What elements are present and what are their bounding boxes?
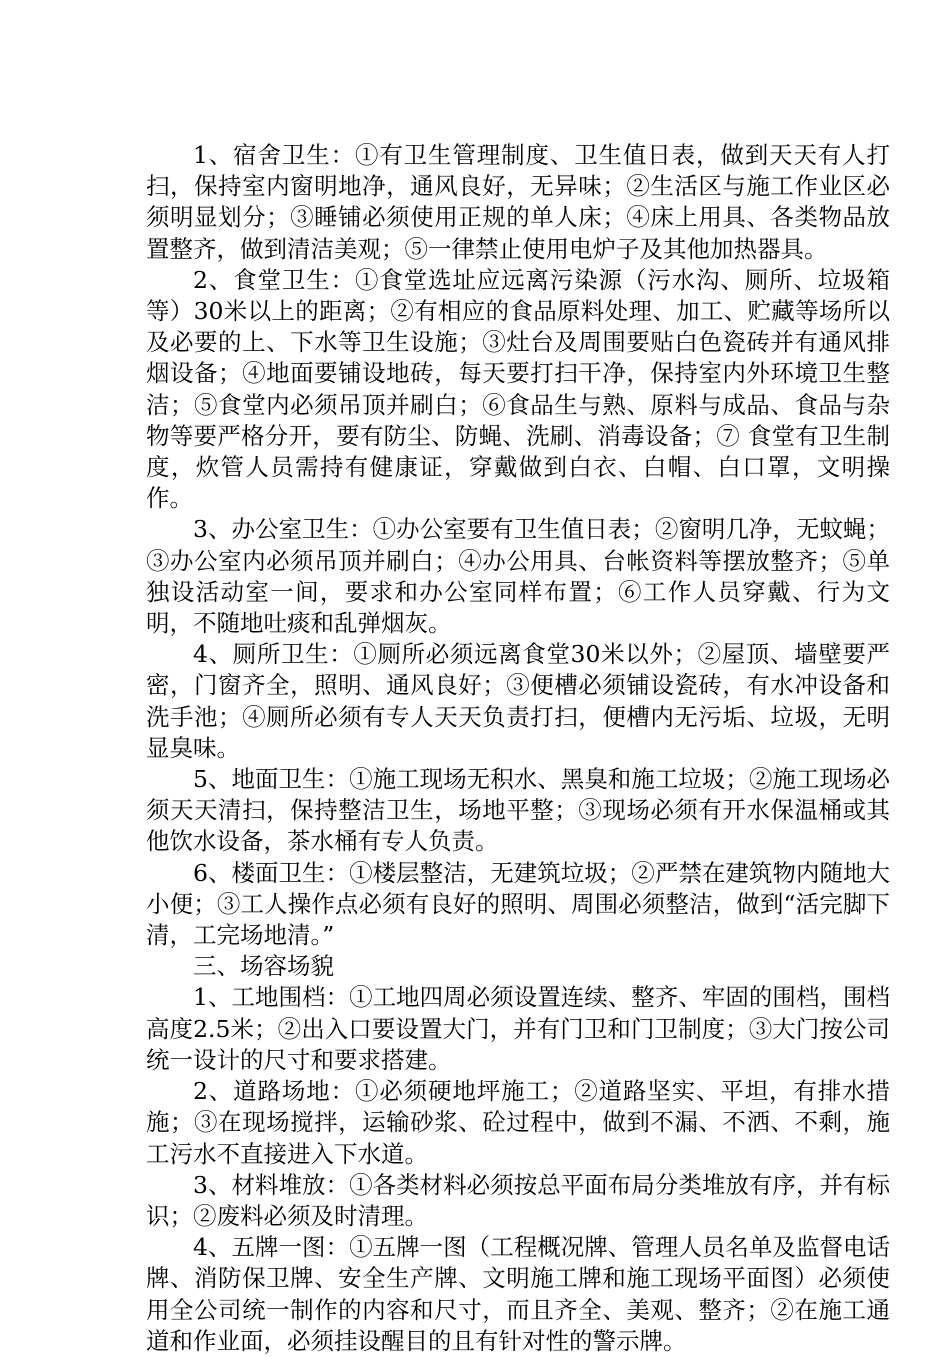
paragraph-five-boards-one-map: 4、五牌一图：①五牌一图（工程概况牌、管理人员名单及监督电话牌、消防保卫牌、安全生产牌、文明施工牌和施工现场平面图）必须使用全公司统一制作的内容和尺寸，而且齐全、美观、整齐；②在施工通道和作业面，必须挂设醒目的且有针对性的警示牌。 [146, 1233, 890, 1355]
paragraph-floor-hygiene: 6、楼面卫生：①楼层整洁，无建筑垃圾；②严禁在建筑物内随地大小便；③工人操作点必须有良好的照明、周围必须整洁，做到“活完脚下清，工完场地清。” [146, 858, 890, 950]
document-body [146, 140, 890, 1357]
paragraph-canteen-hygiene: 2、食堂卫生：①食堂选址应远离污染源（污水沟、厕所、垃圾箱等）30米以上的距离；②有相应的食品原料处理、加工、贮藏等场所以及必要的上、下水等卫生设施；③灶台及周围要贴白色瓷砖并有通风排烟设备；④地面要铺设地砖，每天要打扫干净，保持室内外环境卫生整洁；⑤食堂内必须吊顶并刷白；⑥食品生与熟、原料与成品、食品与杂物等要严格分开，要有防尘、防蝇、洗刷、消毒设备；⑦ 食堂有卫生制度，炊管人员需持有健康证，穿戴做到白衣、白帽、白口罩，文明操作。 [146, 265, 890, 513]
paragraph-ground-hygiene: 5、地面卫生：①施工现场无积水、黑臭和施工垃圾；②施工现场必须天天清扫，保持整洁卫生，场地平整；③现场必须有开水保温桶或其他饮水设备，茶水桶有专人负责。 [146, 765, 890, 856]
paragraph-material-stacking: 3、材料堆放：①各类材料必须按总平面布局分类堆放有序，并有标识；②废料必须及时清理。 [146, 1170, 890, 1230]
paragraph-office-hygiene: 3、办公室卫生：①办公室要有卫生值日表；②窗明几净，无蚊蝇；③办公室内必须吊顶并刷白；④办公用具、台帐资料等摆放整齐；⑤单独设活动室一间，要求和办公室同样布置；⑥工作人员穿戴、行为文明，不随地吐痰和乱弹烟灰。 [146, 515, 890, 638]
paragraph-roads-site: 2、道路场地：①必须硬地坪施工；②道路坚实、平坦，有排水措施；③在现场搅拌，运输砂浆、砼过程中，做到不漏、不洒、不剩，施工污水不直接进入下水道。 [146, 1077, 890, 1168]
section-heading-site-appearance: 三、场容场貌 [193, 952, 334, 981]
paragraph-dormitory-hygiene: 1、宿舍卫生：①有卫生管理制度、卫生值日表，做到天天有人打扫，保持室内窗明地净，通风良好，无异味；②生活区与施工作业区必须明显划分；③睡铺必须使用正规的单人床；④床上用具、各类物品放置整齐，做到清洁美观；⑤一律禁止使用电炉子及其他加热器具。 [146, 141, 890, 263]
paragraph-site-fence: 1、工地围档：①工地四周必须设置连续、整齐、牢固的围档，围档高度2.5米；②出入口要设置大门，并有门卫和门卫制度；③大门按公司统一设计的尺寸和要求搭建。 [146, 983, 890, 1074]
paragraph-toilet-hygiene: 4、厕所卫生：①厕所必须远离食堂30米以外；②屋顶、墙壁要严密，门窗齐全，照明、通风良好；③便槽必须铺设瓷砖，有水冲设备和洗手池；④厕所必须有专人天天负责打扫，便槽内无污垢、垃圾，无明显臭味。 [146, 640, 890, 762]
